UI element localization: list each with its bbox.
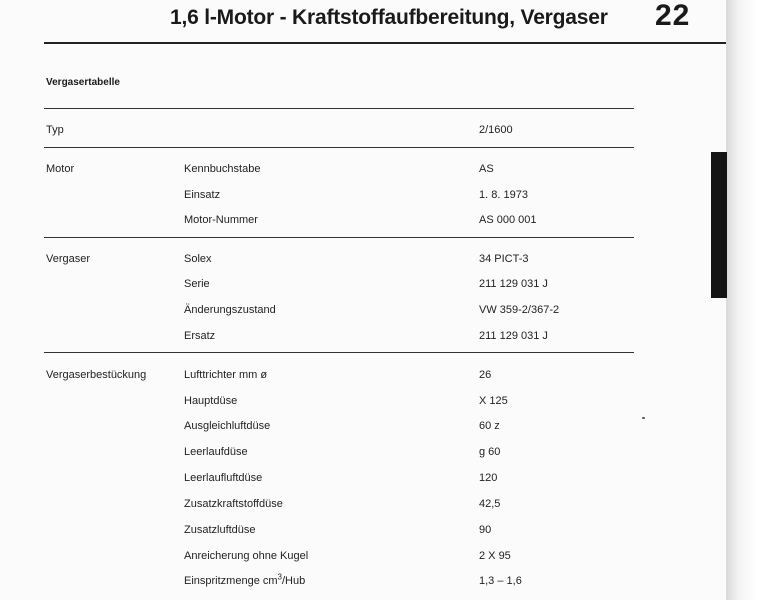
value-ausgleichluftduese: 60 z <box>479 420 500 432</box>
param-aenderungszustand: Änderungszustand <box>184 304 276 316</box>
param-hauptduese: Hauptdüse <box>184 395 238 407</box>
param-einspritzmenge-prefix: Einspritzmenge cm <box>184 575 278 587</box>
group-vergaserbestueckung: Vergaserbestückung <box>46 369 147 381</box>
value-anreicherung: 2 X 95 <box>479 550 511 562</box>
param-einspritzmenge <box>184 572 306 587</box>
scan-speck <box>642 417 645 419</box>
param-zusatzluftduese: Zusatzluftdüse <box>184 524 256 536</box>
table-rule <box>44 108 634 109</box>
value-ersatz: 211 129 031 J <box>479 330 548 342</box>
table-rule <box>44 237 634 238</box>
header-rule <box>44 42 726 44</box>
group-vergaser: Vergaser <box>46 253 91 265</box>
page-title: 1,6 l-Motor - Kraftstoffaufbereitung, Vergaser <box>170 6 608 29</box>
group-motor: Motor <box>46 163 75 175</box>
value-leerlaufluftduese: 120 <box>479 472 498 484</box>
value-typ: 2/1600 <box>479 124 513 136</box>
param-leerlaufluftduese: Leerlaufluftdüse <box>184 472 263 484</box>
param-solex: Solex <box>184 253 212 265</box>
value-kennbuchstabe: AS <box>479 163 494 175</box>
value-serie: 211 129 031 J <box>479 278 548 290</box>
value-leerlaufduese: g 60 <box>479 446 501 458</box>
table-rule <box>44 352 634 353</box>
param-lufttrichter: Lufttrichter mm ø <box>184 369 268 381</box>
table-rule <box>44 147 634 148</box>
section-title: Vergasertabelle <box>46 77 120 88</box>
value-aenderungszustand: VW 359-2/367-2 <box>479 304 560 316</box>
value-zusatzkraftstoffduese: 42,5 <box>479 498 501 510</box>
value-lufttrichter: 26 <box>479 369 492 381</box>
param-einsatz: Einsatz <box>184 189 221 201</box>
value-motor-nummer: AS 000 001 <box>479 214 537 226</box>
value-einspritzmenge: 1,3 – 1,6 <box>479 575 522 587</box>
param-kennbuchstabe: Kennbuchstabe <box>184 163 261 175</box>
page-edge-shadow <box>726 0 758 600</box>
group-typ: Typ <box>46 124 64 136</box>
param-anreicherung: Anreicherung ohne Kugel <box>184 550 309 562</box>
value-zusatzluftduese: 90 <box>479 524 492 536</box>
param-einspritzmenge-sup: 3 <box>277 572 282 582</box>
chapter-thumb-tab <box>711 152 727 298</box>
param-leerlaufduese: Leerlaufdüse <box>184 446 248 458</box>
param-ausgleichluftduese: Ausgleichluftdüse <box>184 420 271 432</box>
value-solex: 34 PICT-3 <box>479 253 529 265</box>
param-motor-nummer: Motor-Nummer <box>184 214 258 226</box>
param-ersatz: Ersatz <box>184 330 216 342</box>
param-einspritzmenge-suffix: /Hub <box>282 575 306 587</box>
param-zusatzkraftstoffduese: Zusatzkraftstoffdüse <box>184 498 283 510</box>
param-serie: Serie <box>184 278 210 290</box>
page-number: 22 <box>655 0 691 32</box>
value-einsatz: 1. 8. 1973 <box>479 189 528 201</box>
value-hauptduese: X 125 <box>479 395 508 407</box>
